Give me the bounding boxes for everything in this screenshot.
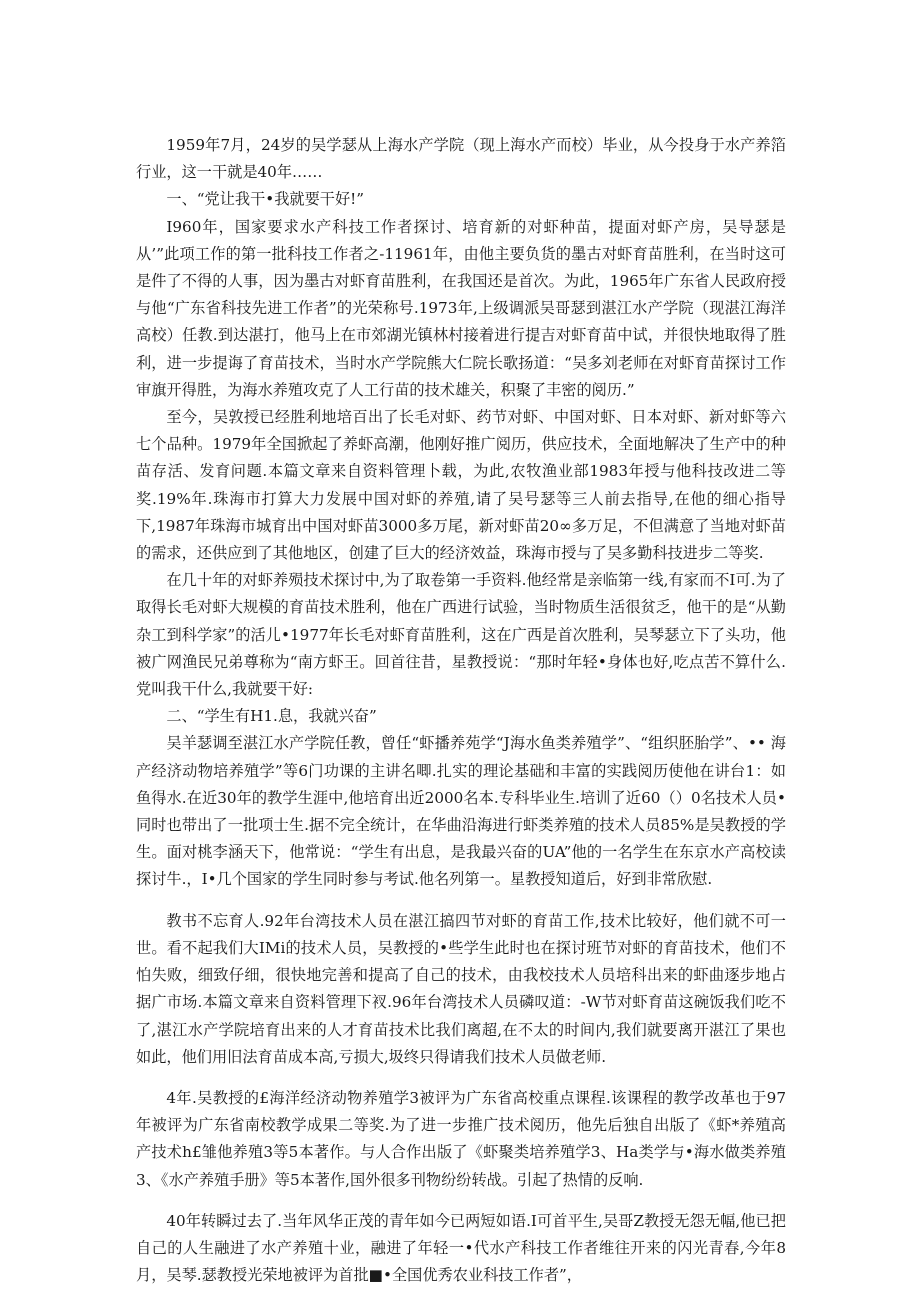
- paragraph: 至今，吴敦授已经胜利地培百出了长毛对虾、药节对虾、中国对虾、日本对虾、新对虾等六七个品种。1979年全国掀起了养虾高潮，他刚好推广阅历，供应技术，全面地解决了生产中的种苗存活、发育问题.本篇文章来自资料管理卜载，为此,农牧渔业部1983年授与他科技改进二等奖.19%年.珠海市打算大力发展中国对虾的养殖,请了吴号瑟等三人前去指导,在他的细心指导下,1987年珠海市城育出中国对虾苗3000多万尾，新对虾苗20∞多万足，不但满意了当地对虾苗的需求，还供应到了其他地区，创建了巨大的经济效益，珠海市授与了吴多勤科技进步二等奖.: [136, 408, 786, 563]
- section-heading-1: 一、“党让我干•我就要干好!”: [166, 190, 365, 209]
- paragraph: 4年.吴教授的£海洋经济动物养殖学3被评为广东省高校重点课程.该课程的教学改革也于97年被评为广东省南校教学成果二等奖.为了进一步推广技术阅历，他先后独自出版了《虾*养殖高产技术h£雏他养殖3等5本著作。与人合作出版了《虾聚类培养殖学3、Ha类学与•海水做类养殖3、《水产养殖手册》等5本著作,国外很多刊物纷纷转战。引起了热情的反响.: [136, 1088, 786, 1189]
- paragraph: 吴羊瑟调至湛江水产学院任教，曾任“虾播养苑学“J海水鱼类养殖学”、“组织胚胎学”、•• 海产经济动物培养殖学”等6门功课的主讲名唧.扎实的理论基础和丰富的实践阅历使他在讲台1：如鱼得水.在近30年的教学生涯中,他培育出近2000名本.专科毕业生.培训了近60（）0名技术人员•同时也带出了一批项士生.据不完全统计，在华曲沿海进行虾类养殖的技术人员85%是吴教授的学生。面对桃李涵天下，他常说：“学生有出息，是我最兴奋的UA”他的一名学生在东京水产高校读探讨牛.，I•几个国家的学生同时参与考试.他名列第一。星教授知道后，好到非常欣慰.: [136, 734, 786, 889]
- section-heading-2: 二、“学生有H1.息，我就兴奋”: [166, 707, 377, 726]
- paragraph: I960年，国家要求水产科技工作者探讨、培育新的对虾种苗，提面对虾产房，吴导瑟是从’”此项工作的第一批科技工作者之-11961年，由他主要负货的墨古对虾育苗胜利，在当时这可是件了不得的人事，因为墨古对虾育苗胜利，在我国还是首次。为此，1965年广东省人民政府授与他“广东省科技先进工作者”的光荣称号.1973年,上级调派吴哥瑟到湛江水产学院（现湛江海洋高校）任教.到达湛打，他马上在市郊湖光镇林村接着进行提吉对虾育苗中试，并很快地取得了胜利，进一步提诲了育苗技术，当时水产学院熊大仁院长歌扬道：“吴多刘老师在对虾育苗探讨工作审旗开得胜，为海水养殖攻克了人工行苗的技术雄关，积聚了丰密的阅历.”: [136, 217, 786, 399]
- paragraph: 在几十年的对虾养殒技术探讨中,为了取卷第一手资料.他经常是亲临第一线,有家而不I可.为了取得长毛对虾大规模的育苗技术胜利，他在广西进行试验，当时物质生活很贫乏，他干的是“从勤杂工到科学家”的活儿•1977年长毛对虾育苗胜利，这在广西是首次胜利，吴琴瑟立下了头功，他被广网渔民兄弟尊称为“南方虾王。回首往昔，星教授说：“那时年轻•身体也好,吃点苦不算什么.党叫我干什么,我就要干好:: [136, 571, 786, 699]
- article-body: [136, 132, 786, 1289]
- closing-paragraph: 40年转瞬过去了.当年风华正茂的青年如今已两短如语.I可首平生,吴哥Z教授无怨无幅,他已把自己的人生融进了水产养殖十业，融进了年轻一•代水产科技工作者维往开来的闪光青春,今年8月，吴琴.瑟教授光荣地被评为首批■•全国优秀农业科技工作者”，: [136, 1211, 786, 1285]
- intro-paragraph: 1959年7月，24岁的吴学瑟从上海水产学院（现上海水产而校）毕业，从今投身于水产养箔行业，这一干就是40年……: [136, 136, 786, 182]
- paragraph: 教书不忘育人.92年台湾技术人员在湛江搞四节对虾的育苗工作,技术比较好，他们就不可一世。看不起我们大IMi的技术人员，吴教授的•些学生此时也在探讨班节对虾的育苗技术，他们不怕失败，细致仔细，很快地完善和提高了自己的技术，由我校技术人员培科出来的虾曲逐步地占据广市场.本篇文章来自资料管理下衩.96年台湾技术人员磷叹道：-W节对虾育苗这碗饭我们吃不了,湛江水产学院培育出来的人才育苗技术比我们离超,在不太的时间内,我们就要离开湛江了果也如此，他们用旧法育苗成本高,亏损大,圾终只得请我们技术人员做老师.: [136, 911, 786, 1066]
